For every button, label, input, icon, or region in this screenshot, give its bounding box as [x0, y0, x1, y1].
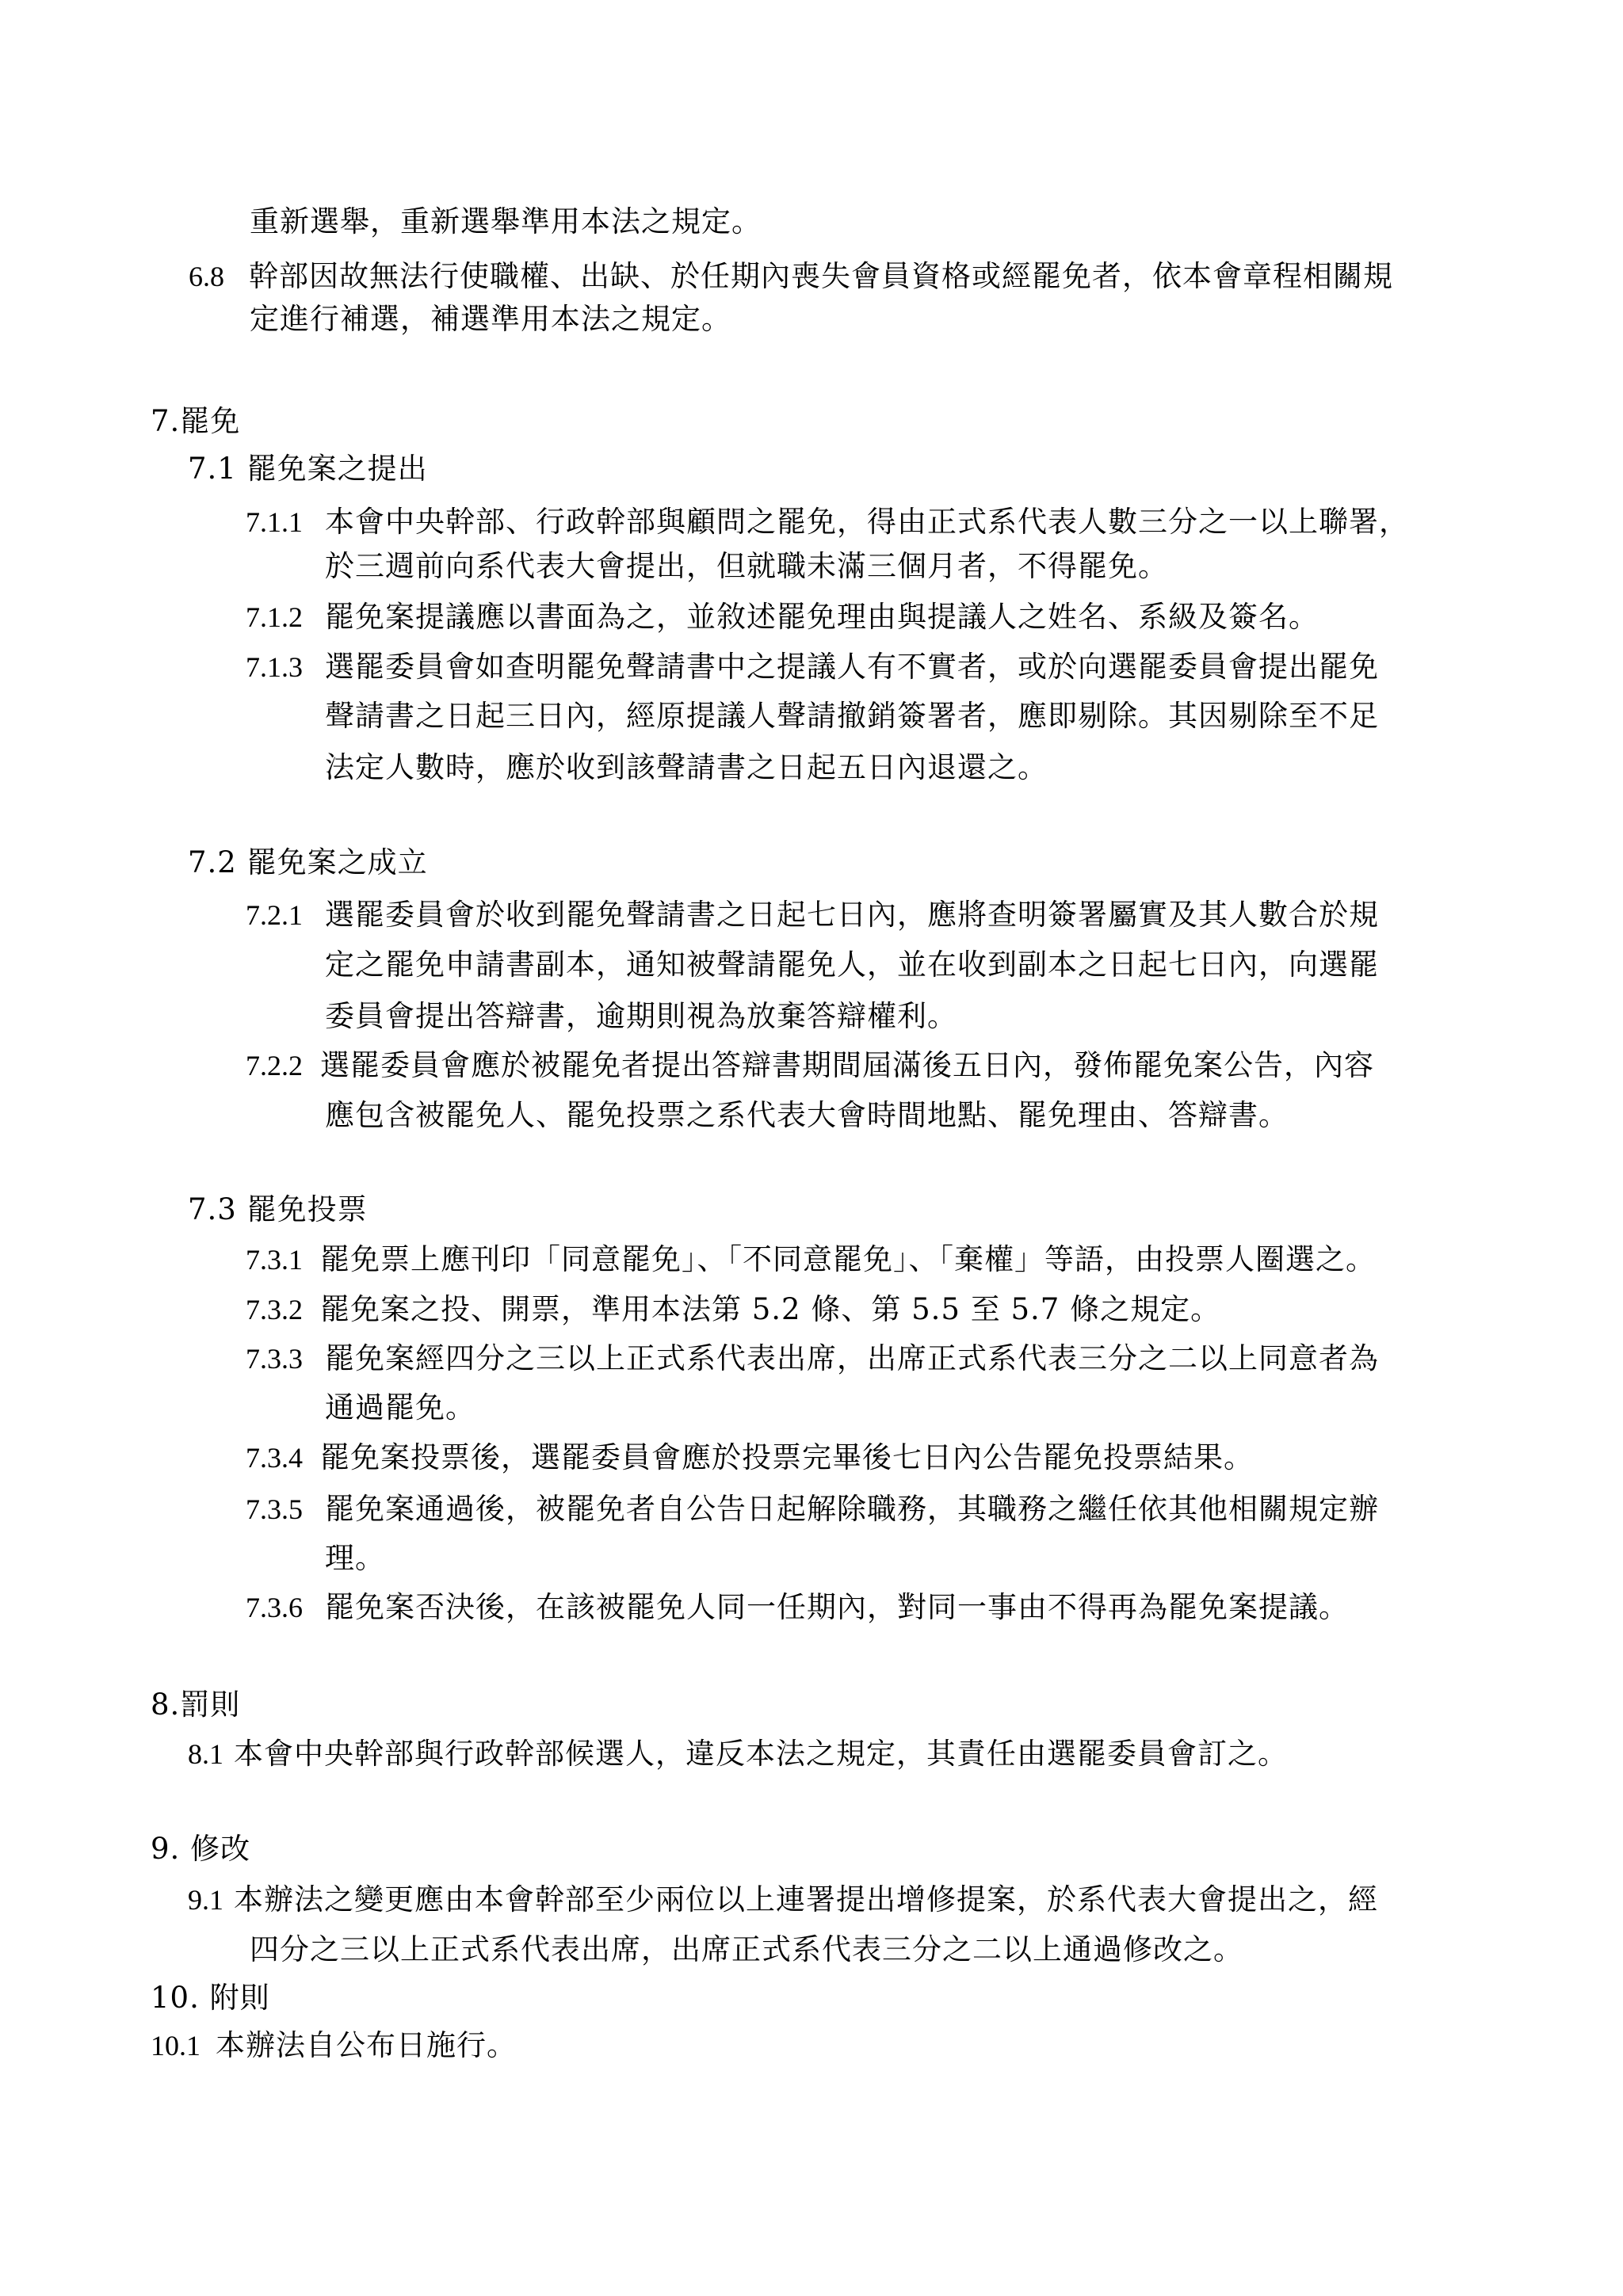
sec6-continuation: [250, 202, 762, 242]
subsection-7-3-heading: 7.3 罷免投票: [188, 1192, 368, 1226]
section-8-heading: 8.罰則: [151, 1688, 241, 1722]
item-7-2-2-text: 選罷委員會應於被罷免者提出答辯書期間屆滿後五日內，發佈罷免案公告，內容: [320, 1048, 1374, 1082]
item-7-3-1-text: 罷免票上應刊印「同意罷免」、「不同意罷免」、「棄權」等語，由投票人圈選之。: [320, 1242, 1376, 1276]
item-7-3-6: [246, 1588, 1349, 1627]
item-7-3-5-text: 罷免案通過後，被罷免者自公告日起解除職務，其職務之繼任依其他相關規定辦: [325, 1492, 1379, 1526]
item-7-3-3-number: 7.3.3: [246, 1343, 303, 1375]
item-7-2-1-text: 選罷委員會於收到罷免聲請書之日起七日內，應將查明簽署屬實及其人數合於規: [325, 898, 1379, 932]
item-7-3-3: [246, 1339, 1379, 1379]
item-7-3-2: [246, 1290, 1220, 1329]
subsection-7-1-heading: 7.1 罷免案之提出: [188, 452, 428, 486]
item-8-1-number: 8.1: [188, 1738, 223, 1770]
item-8-1: [188, 1734, 1288, 1774]
item-6-8-number: 6.8: [189, 261, 224, 292]
item-7-2-2: [246, 1046, 1374, 1085]
item-8-1-text: 本會中央幹部與行政幹部候選人，違反本法之規定，其責任由選罷委員會訂之。: [234, 1737, 1288, 1771]
item-7-1-2-number: 7.1.2: [246, 601, 303, 633]
section-10-heading: 10. 附則: [151, 1981, 270, 2015]
item-7-1-2-text: 罷免案提議應以書面為之，並敘述罷免理由與提議人之姓名、系級及簽名。: [325, 600, 1319, 634]
item-7-3-4-text: 罷免案投票後，選罷委員會應於投票完畢後七日內公告罷免投票結果。: [320, 1440, 1254, 1474]
item-9-1-number: 9.1: [188, 1884, 223, 1916]
item-7-1-2: [246, 597, 1319, 637]
item-7-2-1-line3: 委員會提出答辯書，逾期則視為放棄答辯權利。: [325, 999, 957, 1033]
item-7-3-1: [246, 1240, 1376, 1280]
item-7-3-2-text: 罷免案之投、開票，準用本法第 5.2 條、第 5.5 至 5.7 條之規定。: [320, 1292, 1221, 1326]
item-7-3-4-number: 7.3.4: [246, 1442, 303, 1474]
item-6-8-text: 幹部因故無法行使職權、出缺、於任期內喪失會員資格或經罷免者，依本會章程相關規: [249, 259, 1393, 293]
sec6-continuation-text: 重新選舉，重新選舉準用本法之規定。: [250, 204, 762, 238]
item-9-1-text: 本辦法之變更應由本會幹部至少兩位以上連署提出增修提案，於系代表大會提出之，經: [234, 1882, 1378, 1917]
item-9-1-line2: 四分之三以上正式系代表出席，出席正式系代表三分之二以上通過修改之。: [250, 1932, 1243, 1966]
item-7-1-1-text: 本會中央幹部、行政幹部與顧問之罷免，得由正式系代表人數三分之一以上聯署，: [325, 505, 1409, 539]
item-9-1: [188, 1880, 1378, 1920]
item-7-3-5-number: 7.3.5: [246, 1493, 303, 1525]
item-7-2-1: [246, 895, 1379, 935]
item-7-2-2-line2: 應包含被罷免人、罷免投票之系代表大會時間地點、罷免理由、答辯書。: [325, 1098, 1289, 1132]
item-6-8-line2: [250, 299, 731, 339]
item-7-3-6-text: 罷免案否決後，在該被罷免人同一任期內，對同一事由不得再為罷免案提議。: [325, 1590, 1349, 1624]
item-7-1-1-number: 7.1.1: [246, 506, 303, 538]
section-7-heading: 7.罷免: [151, 404, 241, 438]
item-7-3-3-line2: 通過罷免。: [325, 1390, 475, 1425]
item-7-2-1-number: 7.2.1: [246, 899, 303, 931]
item-7-1-3-text: 選罷委員會如查明罷免聲請書中之提議人有不實者，或於向選罷委員會提出罷免: [325, 650, 1379, 684]
item-10-1-text: 本辦法自公布日施行。: [216, 2028, 517, 2062]
item-7-3-5: [246, 1489, 1379, 1529]
item-7-1-3-line3: 法定人數時，應於收到該聲請書之日起五日內退還之。: [325, 750, 1048, 784]
item-6-8: [189, 257, 1393, 296]
item-7-3-3-text: 罷免案經四分之三以上正式系代表出席，出席正式系代表三分之二以上同意者為: [325, 1341, 1379, 1375]
item-7-2-1-line2: 定之罷免申請書副本，通知被聲請罷免人，並在收到副本之日起七日內，向選罷: [325, 948, 1379, 982]
item-7-3-2-number: 7.3.2: [246, 1294, 303, 1325]
item-7-2-2-number: 7.2.2: [246, 1050, 303, 1081]
item-7-1-3: [246, 647, 1379, 687]
item-7-1-3-number: 7.1.3: [246, 651, 303, 683]
item-6-8-text-2: 定進行補選，補選準用本法之規定。: [250, 302, 731, 336]
item-7-1-1-line2: 於三週前向系代表大會提出，但就職未滿三個月者，不得罷免。: [325, 549, 1168, 583]
item-7-3-1-number: 7.3.1: [246, 1244, 303, 1276]
item-10-1-number: 10.1: [151, 2030, 200, 2061]
item-7-3-4: [246, 1438, 1254, 1478]
item-10-1: [151, 2026, 517, 2065]
item-7-1-3-line2: 聲請書之日起三日內，經原提議人聲請撤銷簽署者，應即剔除。其因剔除至不足: [325, 699, 1379, 733]
item-7-3-6-number: 7.3.6: [246, 1592, 303, 1623]
item-7-3-5-line2: 理。: [325, 1541, 385, 1575]
section-9-heading: 9. 修改: [151, 1832, 251, 1866]
subsection-7-2-heading: 7.2 罷免案之成立: [188, 845, 428, 879]
item-7-1-1: [246, 502, 1409, 542]
